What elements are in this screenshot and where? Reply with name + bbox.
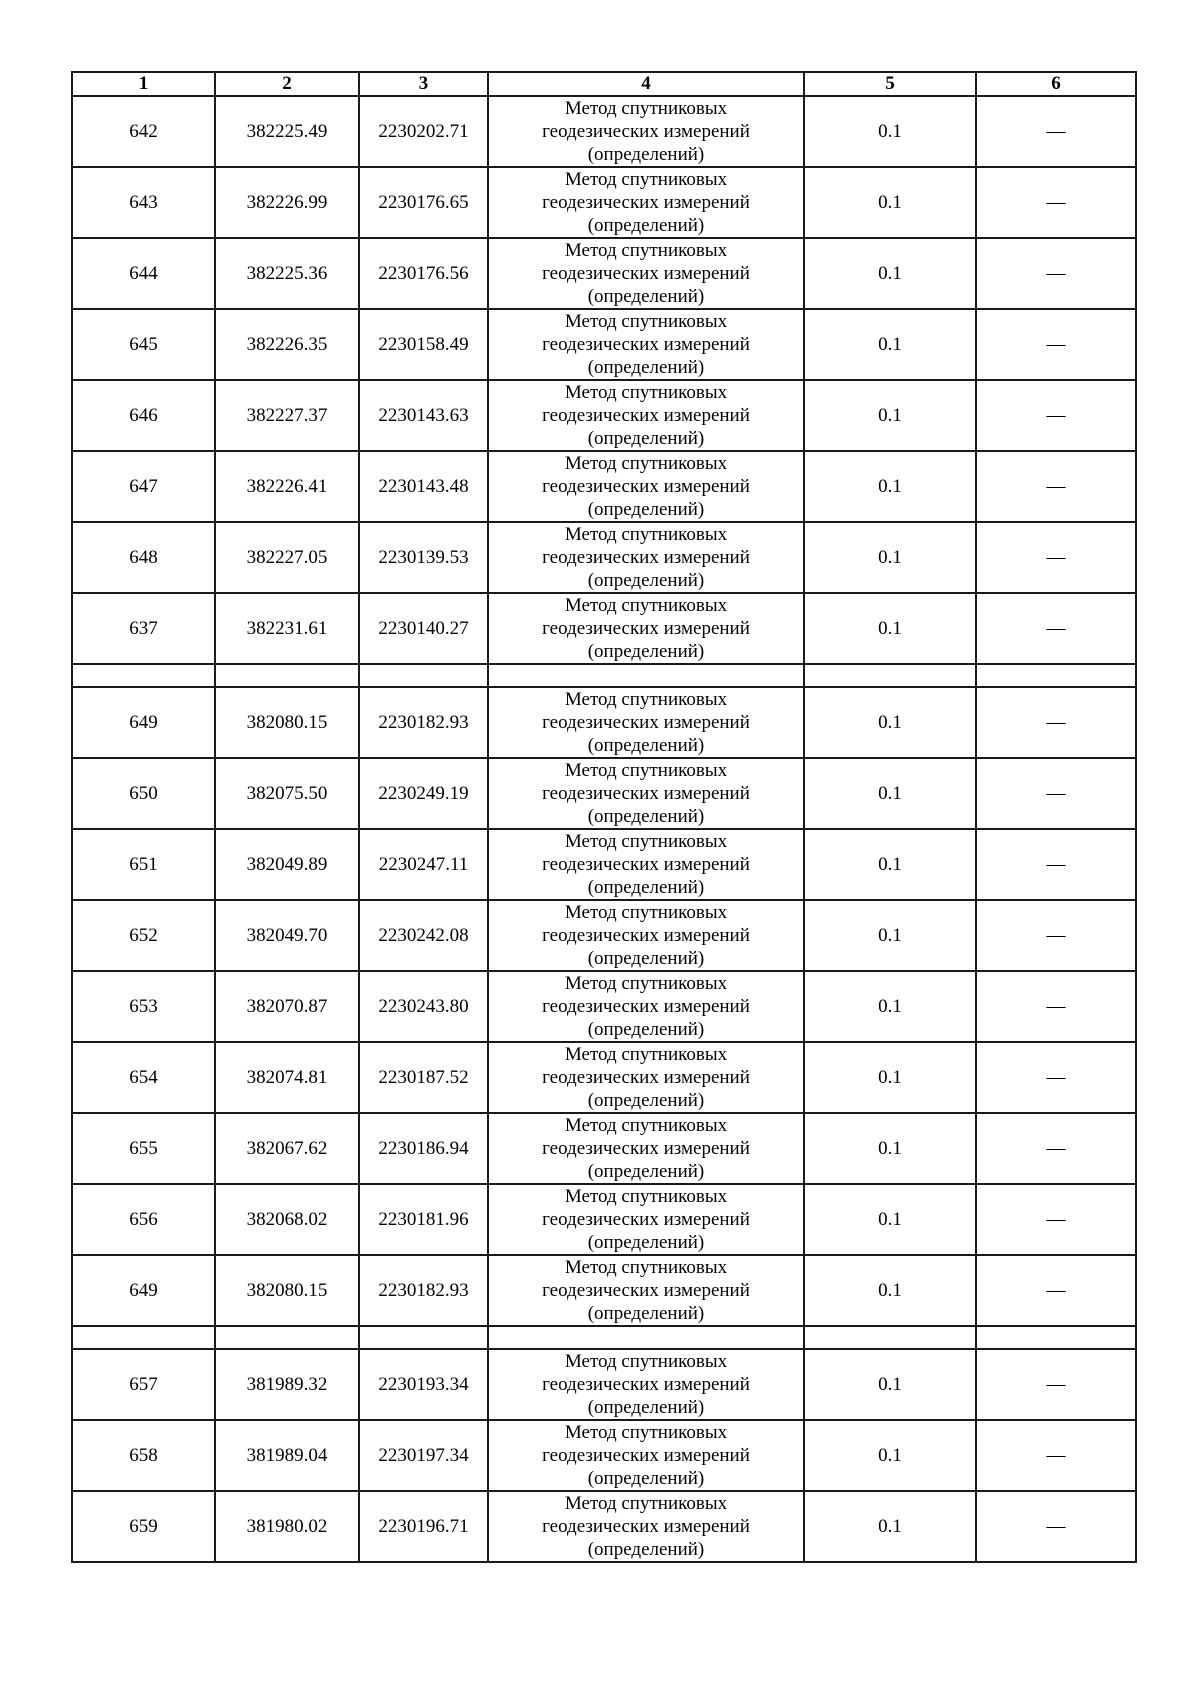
coordinate-x-cell: 382225.49 [215,96,359,167]
coordinate-y-cell: 2230140.27 [359,593,488,664]
method-text [489,1350,803,1419]
note-cell: — [976,593,1136,664]
point-number-cell: 657 [72,1349,215,1420]
column-header-2: 2 [215,72,359,96]
accuracy-cell: 0.1 [804,238,976,309]
empty-cell [804,664,976,687]
method-line: геодезических измерений [542,263,750,284]
coordinate-y-cell: 2230181.96 [359,1184,488,1255]
note-cell: — [976,380,1136,451]
method-line: геодезических измерений [542,996,750,1017]
table-row [72,238,1136,309]
table-row [72,1491,1136,1562]
method-line: геодезических измерений [542,1374,750,1395]
method-line: геодезических измерений [542,618,750,639]
table-row [72,687,1136,758]
coordinate-y-cell: 2230143.63 [359,380,488,451]
method-cell [488,522,804,593]
method-line: Метод спутниковых [564,1351,728,1372]
point-number-cell: 647 [72,451,215,522]
method-text [489,381,803,450]
method-line: (определений) [587,144,705,165]
coordinate-y-cell: 2230202.71 [359,96,488,167]
method-line: Метод спутниковых [564,311,728,332]
method-text [489,972,803,1041]
coordinate-x-cell: 381989.32 [215,1349,359,1420]
coordinate-y-cell: 2230182.93 [359,1255,488,1326]
note-cell: — [976,1042,1136,1113]
header-row [72,72,1136,96]
coordinate-y-cell: 2230196.71 [359,1491,488,1562]
method-cell [488,309,804,380]
empty-cell [72,664,215,687]
method-cell [488,167,804,238]
accuracy-cell: 0.1 [804,1184,976,1255]
coordinate-x-cell: 382067.62 [215,1113,359,1184]
method-line: Метод спутниковых [564,1186,728,1207]
coordinate-y-cell: 2230186.94 [359,1113,488,1184]
coordinate-y-cell: 2230249.19 [359,758,488,829]
method-text [489,1114,803,1183]
table-row [72,96,1136,167]
coordinate-x-cell: 382226.41 [215,451,359,522]
coordinate-x-cell: 381989.04 [215,1420,359,1491]
coordinate-y-cell: 2230243.80 [359,971,488,1042]
table-row [72,758,1136,829]
method-line: геодезических измерений [542,334,750,355]
table-row [72,971,1136,1042]
method-line: (определений) [587,286,705,307]
method-cell [488,238,804,309]
empty-cell [976,1326,1136,1349]
coordinate-y-cell: 2230158.49 [359,309,488,380]
point-number-cell: 648 [72,522,215,593]
coordinate-x-cell: 382225.36 [215,238,359,309]
empty-cell [72,1326,215,1349]
method-text [489,1043,803,1112]
empty-cell [488,1326,804,1349]
method-line: геодезических измерений [542,405,750,426]
coordinate-y-cell: 2230182.93 [359,687,488,758]
point-number-cell: 656 [72,1184,215,1255]
table-row [72,1113,1136,1184]
coordinate-x-cell: 382080.15 [215,687,359,758]
method-line: геодезических измерений [542,1516,750,1537]
method-text [489,310,803,379]
accuracy-cell: 0.1 [804,829,976,900]
table-row [72,1349,1136,1420]
method-text [489,688,803,757]
point-number-cell: 650 [72,758,215,829]
note-cell: — [976,238,1136,309]
note-cell: — [976,900,1136,971]
method-line: геодезических измерений [542,1280,750,1301]
note-cell: — [976,96,1136,167]
table-row [72,380,1136,451]
note-cell: — [976,829,1136,900]
point-number-cell: 645 [72,309,215,380]
method-line: геодезических измерений [542,712,750,733]
table-row [72,1420,1136,1491]
method-text [489,239,803,308]
method-text [489,1421,803,1490]
method-line: геодезических измерений [542,192,750,213]
empty-cell [359,664,488,687]
note-cell: — [976,971,1136,1042]
accuracy-cell: 0.1 [804,1349,976,1420]
coordinate-x-cell: 382080.15 [215,1255,359,1326]
empty-cell [215,664,359,687]
coordinate-x-cell: 382227.05 [215,522,359,593]
point-number-cell: 659 [72,1491,215,1562]
method-line: (определений) [587,948,705,969]
coordinate-x-cell: 382049.70 [215,900,359,971]
note-cell: — [976,451,1136,522]
method-line: геодезических измерений [542,476,750,497]
table-row [72,522,1136,593]
method-line: Метод спутниковых [564,382,728,403]
accuracy-cell: 0.1 [804,451,976,522]
note-cell: — [976,522,1136,593]
coordinate-x-cell: 382231.61 [215,593,359,664]
empty-cell [488,664,804,687]
accuracy-cell: 0.1 [804,1491,976,1562]
method-line: Метод спутниковых [564,760,728,781]
method-line: геодезических измерений [542,1209,750,1230]
coordinate-y-cell: 2230242.08 [359,900,488,971]
empty-cell [215,1326,359,1349]
method-cell [488,593,804,664]
table-row [72,829,1136,900]
method-line: (определений) [587,735,705,756]
method-line: Метод спутниковых [564,1257,728,1278]
method-text [489,594,803,663]
note-cell: — [976,1491,1136,1562]
coordinate-y-cell: 2230247.11 [359,829,488,900]
method-text [489,452,803,521]
note-cell: — [976,1113,1136,1184]
method-line: (определений) [587,877,705,898]
accuracy-cell: 0.1 [804,971,976,1042]
accuracy-cell: 0.1 [804,167,976,238]
method-line: Метод спутниковых [564,595,728,616]
accuracy-cell: 0.1 [804,309,976,380]
method-line: Метод спутниковых [564,169,728,190]
method-cell [488,900,804,971]
note-cell: — [976,1420,1136,1491]
table-row [72,1184,1136,1255]
method-line: геодезических измерений [542,547,750,568]
accuracy-cell: 0.1 [804,593,976,664]
method-cell [488,1113,804,1184]
method-line: геодезических измерений [542,1138,750,1159]
accuracy-cell: 0.1 [804,1113,976,1184]
point-number-cell: 653 [72,971,215,1042]
point-number-cell: 642 [72,96,215,167]
method-line: Метод спутниковых [564,524,728,545]
column-header-6: 6 [976,72,1136,96]
method-line: (определений) [587,1539,705,1560]
coordinate-y-cell: 2230176.65 [359,167,488,238]
method-cell [488,451,804,522]
point-number-cell: 654 [72,1042,215,1113]
point-number-cell: 644 [72,238,215,309]
coordinate-y-cell: 2230187.52 [359,1042,488,1113]
method-line: геодезических измерений [542,783,750,804]
coordinate-y-cell: 2230143.48 [359,451,488,522]
method-line: Метод спутниковых [564,831,728,852]
coordinate-x-cell: 382049.89 [215,829,359,900]
method-line: Метод спутниковых [564,1493,728,1514]
method-line: (определений) [587,641,705,662]
coordinate-x-cell: 382070.87 [215,971,359,1042]
method-text [489,830,803,899]
coordinates-table [71,71,1137,1563]
point-number-cell: 637 [72,593,215,664]
table-row [72,309,1136,380]
method-cell [488,1491,804,1562]
coordinate-x-cell: 382074.81 [215,1042,359,1113]
method-line: (определений) [587,1468,705,1489]
method-line: Метод спутниковых [564,1044,728,1065]
note-cell: — [976,687,1136,758]
method-line: (определений) [587,215,705,236]
accuracy-cell: 0.1 [804,758,976,829]
method-line: Метод спутниковых [564,973,728,994]
coordinate-x-cell: 382068.02 [215,1184,359,1255]
method-line: Метод спутниковых [564,689,728,710]
method-line: (определений) [587,1303,705,1324]
method-cell [488,1420,804,1491]
method-cell [488,1184,804,1255]
method-line: Метод спутниковых [564,1115,728,1136]
coordinate-y-cell: 2230193.34 [359,1349,488,1420]
method-line: геодезических измерений [542,1067,750,1088]
spacer-row [72,1326,1136,1349]
method-line: Метод спутниковых [564,902,728,923]
note-cell: — [976,167,1136,238]
method-cell [488,758,804,829]
method-text [489,1256,803,1325]
empty-cell [359,1326,488,1349]
table-row [72,1255,1136,1326]
note-cell: — [976,1255,1136,1326]
method-line: (определений) [587,499,705,520]
point-number-cell: 658 [72,1420,215,1491]
method-text [489,1185,803,1254]
method-cell [488,687,804,758]
method-line: (определений) [587,1397,705,1418]
method-line: (определений) [587,428,705,449]
method-line: (определений) [587,1019,705,1040]
spacer-row [72,664,1136,687]
method-text [489,1492,803,1561]
coordinate-y-cell: 2230139.53 [359,522,488,593]
point-number-cell: 643 [72,167,215,238]
column-header-3: 3 [359,72,488,96]
method-cell [488,971,804,1042]
coordinate-x-cell: 382226.35 [215,309,359,380]
accuracy-cell: 0.1 [804,1420,976,1491]
point-number-cell: 649 [72,687,215,758]
note-cell: — [976,1349,1136,1420]
coordinate-x-cell: 382075.50 [215,758,359,829]
point-number-cell: 655 [72,1113,215,1184]
method-cell [488,1349,804,1420]
coordinate-y-cell: 2230197.34 [359,1420,488,1491]
point-number-cell: 646 [72,380,215,451]
method-line: (определений) [587,1090,705,1111]
method-line: (определений) [587,570,705,591]
method-cell [488,96,804,167]
table-row [72,451,1136,522]
note-cell: — [976,309,1136,380]
method-text [489,168,803,237]
method-line: Метод спутниковых [564,1422,728,1443]
method-text [489,523,803,592]
note-cell: — [976,758,1136,829]
column-header-1: 1 [72,72,215,96]
accuracy-cell: 0.1 [804,900,976,971]
method-line: геодезических измерений [542,925,750,946]
method-cell [488,829,804,900]
accuracy-cell: 0.1 [804,96,976,167]
point-number-cell: 649 [72,1255,215,1326]
method-text [489,901,803,970]
method-line: геодезических измерений [542,854,750,875]
method-line: геодезических измерений [542,1445,750,1466]
accuracy-cell: 0.1 [804,687,976,758]
note-cell: — [976,1184,1136,1255]
coordinate-y-cell: 2230176.56 [359,238,488,309]
table-row [72,593,1136,664]
method-line: (определений) [587,1232,705,1253]
method-line: (определений) [587,1161,705,1182]
method-cell [488,1042,804,1113]
column-header-5: 5 [804,72,976,96]
method-line: Метод спутниковых [564,240,728,261]
point-number-cell: 652 [72,900,215,971]
method-text [489,759,803,828]
table-row [72,1042,1136,1113]
method-cell [488,1255,804,1326]
method-line: Метод спутниковых [564,98,728,119]
table-row [72,900,1136,971]
coordinate-x-cell: 382227.37 [215,380,359,451]
empty-cell [976,664,1136,687]
method-line: (определений) [587,357,705,378]
accuracy-cell: 0.1 [804,1042,976,1113]
coordinate-x-cell: 382226.99 [215,167,359,238]
accuracy-cell: 0.1 [804,1255,976,1326]
coordinate-x-cell: 381980.02 [215,1491,359,1562]
table-body [72,96,1136,1562]
method-text [489,97,803,166]
empty-cell [804,1326,976,1349]
point-number-cell: 651 [72,829,215,900]
accuracy-cell: 0.1 [804,380,976,451]
accuracy-cell: 0.1 [804,522,976,593]
method-line: геодезических измерений [542,121,750,142]
column-header-4: 4 [488,72,804,96]
table-row [72,167,1136,238]
method-line: Метод спутниковых [564,453,728,474]
method-line: (определений) [587,806,705,827]
method-cell [488,380,804,451]
